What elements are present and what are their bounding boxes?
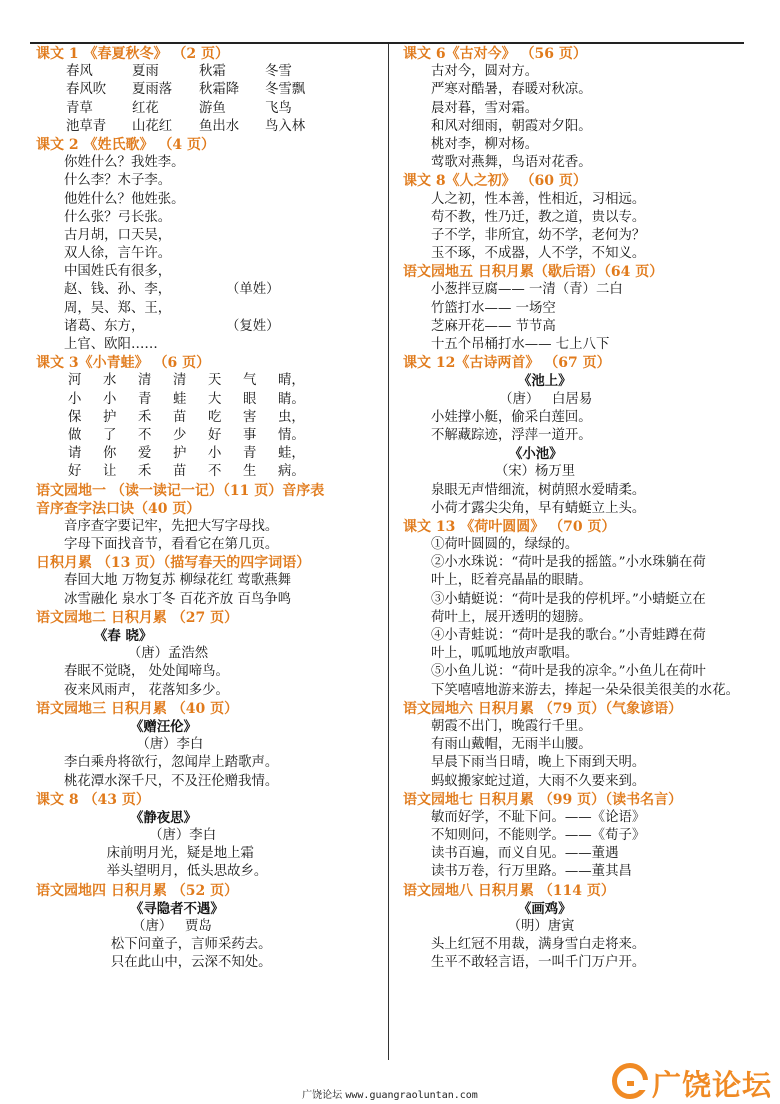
section-heading: 课文 8 （43 页） [36, 791, 150, 808]
word-cell: 秋霜 [199, 64, 226, 80]
text-line [36, 281, 382, 299]
logo-g-icon [612, 1063, 648, 1099]
word-cell: 虫， [278, 409, 305, 425]
text-line: 竹篮打水—— 一场空 [431, 300, 556, 316]
word-grid-row [36, 100, 382, 118]
text-line: 上官、欧阳…… [64, 337, 158, 352]
poem-title: 《静夜思》 [130, 809, 197, 826]
word-cell: 眼 [243, 391, 257, 407]
word-cell: 小 [103, 391, 117, 407]
section-heading: 语文园地五 日积月累（歇后语）（64 页） [403, 264, 664, 281]
word-cell: 清 [138, 373, 152, 389]
word-grid-row [36, 445, 382, 463]
text-line: 春眠不觉晓， 处处闻啼鸟。 [64, 664, 229, 680]
text-line: 床前明月光，疑是地上霜 [64, 846, 254, 862]
poem-title: 《小池》 [509, 446, 563, 463]
section-heading: 语文园地四 日积月累 （52 页） [36, 882, 239, 899]
text-line: 读书万卷，行万里路。——董其昌 [431, 864, 632, 880]
word-cell: 好 [68, 464, 82, 480]
text-line: 泉眼无声惜细流，树荫照水爱晴柔。 [431, 482, 646, 498]
section-heading: 语文园地二 日积月累 （27 页） [36, 609, 239, 626]
text-line: ⑤小鱼儿说：“荷叶是我的凉伞。”小鱼儿在荷叶 [431, 664, 706, 680]
word-cell: 清 [173, 373, 187, 389]
word-grid-row [36, 118, 382, 136]
text-line: 什么张？弓长张。 [64, 209, 172, 225]
word-cell: 不 [208, 464, 222, 480]
poem-title: 《春 晓》 [94, 628, 153, 644]
word-cell: 吃 [208, 409, 222, 425]
word-cell: 害 [243, 409, 257, 425]
text-line: 不知则问，不能则学。——《荀子》 [431, 828, 646, 844]
word-cell: 睛。 [278, 391, 305, 407]
text-content: 赵、钱、孙、李， [64, 282, 172, 298]
text-line: 只在此山中，云深不知处。 [64, 955, 272, 971]
word-cell: 山花红 [132, 118, 173, 134]
section-heading: 语文园地八 日积月累 （114 页） [403, 882, 615, 899]
text-line: ③小蜻蜓说：“荷叶是我的停机坪。”小蜻蜓立在 [431, 591, 706, 607]
text-line: 李白乘舟将欲行，忽闻岸上踏歌声。 [64, 755, 279, 771]
text-line: 下笑嘻嘻地游来游去，捧起一朵朵很美很美的水花。 [431, 682, 739, 698]
section-heading: 音序查字法口诀（40 页） [36, 500, 201, 517]
text-line: 叶上，呱呱地放声歌唱。 [431, 646, 579, 662]
text-line: （宋）杨万里 [431, 464, 576, 480]
text-line: 古月胡，口天吴， [64, 227, 172, 243]
word-cell: 鸟入林 [265, 118, 306, 134]
word-cell: 好 [208, 427, 222, 443]
word-grid-row [36, 391, 382, 409]
word-cell: 蛙 [173, 391, 187, 407]
section-heading: 课文 6《古对今》 （56 页） [403, 46, 587, 62]
left-column [36, 45, 382, 973]
text-line: 古对今，圆对方。 [431, 64, 539, 80]
text-line: 小娃撑小艇，偷采白莲回。 [431, 409, 592, 425]
column-divider [388, 44, 389, 1060]
word-cell: 禾 [138, 409, 152, 425]
word-cell: 鱼出水 [199, 118, 240, 134]
section-heading: 日积月累 （13 页）（描写春天的四字词语） [36, 555, 311, 572]
word-cell: 护 [103, 409, 117, 425]
section-heading: 课文 2 《姓氏歌》 （4 页） [36, 136, 215, 153]
text-line: 读书百遍，而义自见。——董遇 [431, 846, 619, 862]
word-grid-row [36, 372, 382, 390]
word-cell: 不 [138, 427, 152, 443]
word-cell: 让 [103, 464, 117, 480]
side-note: （单姓） [226, 282, 280, 298]
text-line: 冰雪融化 泉水丁冬 百花齐放 百鸟争鸣 [64, 591, 292, 607]
word-cell: 天 [208, 373, 222, 389]
text-line: （唐）李白 [64, 828, 217, 844]
word-cell: 青草 [66, 100, 93, 116]
word-cell: 病。 [278, 464, 305, 480]
text-line: 敏而好学，不耻下问。——《论语》 [431, 809, 646, 825]
word-cell: 游鱼 [199, 100, 226, 116]
section-heading: 课文 3《小青蛙》 （6 页） [36, 355, 211, 372]
side-note: （复姓） [226, 318, 280, 334]
word-cell: 青 [138, 391, 152, 407]
logo-text: 广饶论坛 [652, 1068, 773, 1102]
text-line: 生平不敢轻言语，一叫千门万户开。 [431, 955, 646, 971]
word-cell: 飞鸟 [265, 100, 292, 116]
word-grid-row [36, 63, 382, 81]
word-grid-row [36, 409, 382, 427]
text-line: （唐）李白 [64, 737, 204, 753]
word-cell: 了 [103, 427, 117, 443]
text-line: 和风对细雨，朝霞对夕阳。 [431, 118, 592, 134]
word-cell: 事 [243, 427, 257, 443]
text-line: 举头望明月，低头思故乡。 [64, 864, 268, 880]
text-line: 什么李？木子李。 [64, 173, 172, 189]
word-cell: 护 [173, 446, 187, 462]
text-line: 头上红冠不用裁，满身雪白走将来。 [431, 937, 646, 953]
text-line: 夜来风雨声， 花落知多少。 [64, 682, 229, 698]
text-line: 周，吴、郑、王， [64, 300, 172, 316]
text-line: 小葱拌豆腐—— 一清（青）二白 [431, 282, 623, 298]
word-cell: 青 [243, 446, 257, 462]
text-line: 人之初，性本善，性相近，习相远。 [431, 191, 646, 207]
text-line: 桃对李，柳对杨。 [431, 136, 539, 152]
word-cell: 红花 [132, 100, 159, 116]
word-cell: 秋霜降 [199, 82, 240, 98]
text-line: 有雨山戴帽，无雨半山腰。 [431, 737, 592, 753]
text-line: 严寒对酷暑，春暖对秋凉。 [431, 82, 592, 98]
section-heading: 语文园地七 日积月累 （99 页）（读书名言） [403, 791, 683, 808]
section-heading: 语文园地三 日积月累 （40 页） [36, 700, 239, 717]
top-rule [30, 42, 744, 44]
footer-site-url: www.guangraoluntan.com [345, 1090, 478, 1101]
word-cell: 冬雪 [265, 64, 292, 80]
text-line: 小荷才露尖尖角，早有蜻蜓立上头。 [431, 500, 646, 516]
text-line: 朝霞不出门，晚霞行千里。 [431, 718, 592, 734]
text-line: 桃花潭水深千尺，不及汪伦赠我情。 [64, 773, 279, 789]
text-line: 芝麻开花—— 节节高 [431, 318, 556, 334]
word-cell: 气 [243, 373, 257, 389]
word-cell: 夏雨 [132, 64, 159, 80]
word-cell: 苗 [173, 409, 187, 425]
word-cell: 小 [208, 446, 222, 462]
text-line: 字母下面找音节，看看它在第几页。 [64, 537, 279, 553]
word-cell: 水 [103, 373, 117, 389]
text-line: 他姓什么？他姓张。 [64, 191, 185, 207]
section-heading: 课文 8《人之初》 （60 页） [403, 173, 587, 190]
word-cell: 情。 [278, 427, 305, 443]
text-line: （唐） 贾岛 [64, 919, 212, 934]
word-cell: 做 [68, 427, 82, 443]
poem-title: 《画鸡》 [518, 900, 572, 917]
text-line: 蚂蚁搬家蛇过道，大雨不久要来到。 [431, 773, 646, 789]
text-line: 不解藏踪迹，浮萍一道开。 [431, 427, 592, 443]
text-line: 春回大地 万物复苏 柳绿花红 莺歌燕舞 [64, 573, 292, 589]
word-cell: 苗 [173, 464, 187, 480]
word-cell: 池草青 [66, 118, 107, 134]
word-cell: 你 [103, 446, 117, 462]
section-heading: 课文 13 《荷叶圆圆》 （70 页） [403, 518, 616, 535]
text-line: 玉不琢，不成器，人不学，不知义。 [431, 246, 646, 262]
word-cell: 小 [68, 391, 82, 407]
section-heading: 课文 12《古诗两首》 （67 页） [403, 355, 611, 372]
text-content: 诸葛、东方， [64, 318, 145, 334]
text-line: （明）唐寅 [431, 919, 575, 934]
word-grid-row [36, 427, 382, 445]
word-cell: 夏雨落 [132, 82, 173, 98]
right-column [403, 45, 748, 973]
text-line [36, 318, 382, 336]
word-cell: 大 [208, 391, 222, 407]
word-cell: 春风 [66, 64, 93, 80]
word-cell: 保 [68, 409, 82, 425]
word-cell: 晴， [278, 373, 305, 389]
word-cell: 禾 [138, 464, 152, 480]
text-line: 十五个吊桶打水—— 七上八下 [431, 337, 610, 352]
word-cell: 春风吹 [66, 82, 107, 98]
text-line: ②小水珠说：“荷叶是我的摇篮。”小水珠躺在荷 [431, 555, 706, 571]
text-line: 中国姓氏有很多， [64, 264, 172, 280]
text-line: 荷叶上，展开透明的翅膀。 [431, 609, 592, 625]
text-line: 叶上，眨着亮晶晶的眼睛。 [431, 573, 592, 589]
text-line: ④小青蛙说：“荷叶是我的歌台。”小青蛙蹲在荷 [431, 628, 706, 643]
section-heading: 课文 1 《春夏秋冬》 （2 页） [36, 46, 229, 62]
word-cell: 请 [68, 446, 82, 462]
text-line: 双人徐，言午许。 [64, 246, 172, 262]
text-line: 音序查字要记牢，先把大写字母找。 [64, 518, 279, 534]
text-line: ①荷叶圆圆的，绿绿的。 [431, 537, 579, 553]
word-grid-row [36, 463, 382, 481]
text-line: 莺歌对燕舞，鸟语对花香。 [431, 155, 592, 171]
text-line: 早晨下雨当日晴，晚上下雨到天明。 [431, 755, 646, 771]
word-grid-row [36, 81, 382, 99]
text-line: 子不学，非所宜，幼不学，老何为？ [431, 227, 646, 243]
site-logo [612, 1063, 773, 1102]
text-line: 你姓什么？我姓李。 [64, 155, 185, 171]
text-line: 苟不教，性乃迁，教之道，贵以专。 [431, 209, 646, 225]
word-cell: 蛙， [278, 446, 305, 462]
text-line: 晨对暮，雪对霜。 [431, 100, 539, 116]
text-line: 松下问童子，言师采药去。 [64, 937, 272, 953]
poem-title: 《寻隐者不遇》 [130, 900, 224, 917]
poem-title: 《赠汪伦》 [130, 718, 197, 735]
footer-site-name: 广饶论坛 [302, 1090, 343, 1101]
word-cell: 冬雪飘 [265, 82, 306, 98]
text-line: （唐） 白居易 [431, 391, 593, 407]
section-heading: 语文园地一 （读一读记一记）（11 页）音序表 [36, 482, 325, 499]
word-cell: 少 [173, 427, 187, 443]
section-heading: 语文园地六 日积月累 （79 页）（气象谚语） [403, 700, 683, 717]
word-cell: 生 [243, 464, 257, 480]
word-cell: 河 [68, 373, 82, 389]
text-line: （唐）孟浩然 [64, 646, 209, 662]
poem-title: 《池上》 [518, 373, 572, 390]
word-cell: 爱 [138, 446, 152, 462]
